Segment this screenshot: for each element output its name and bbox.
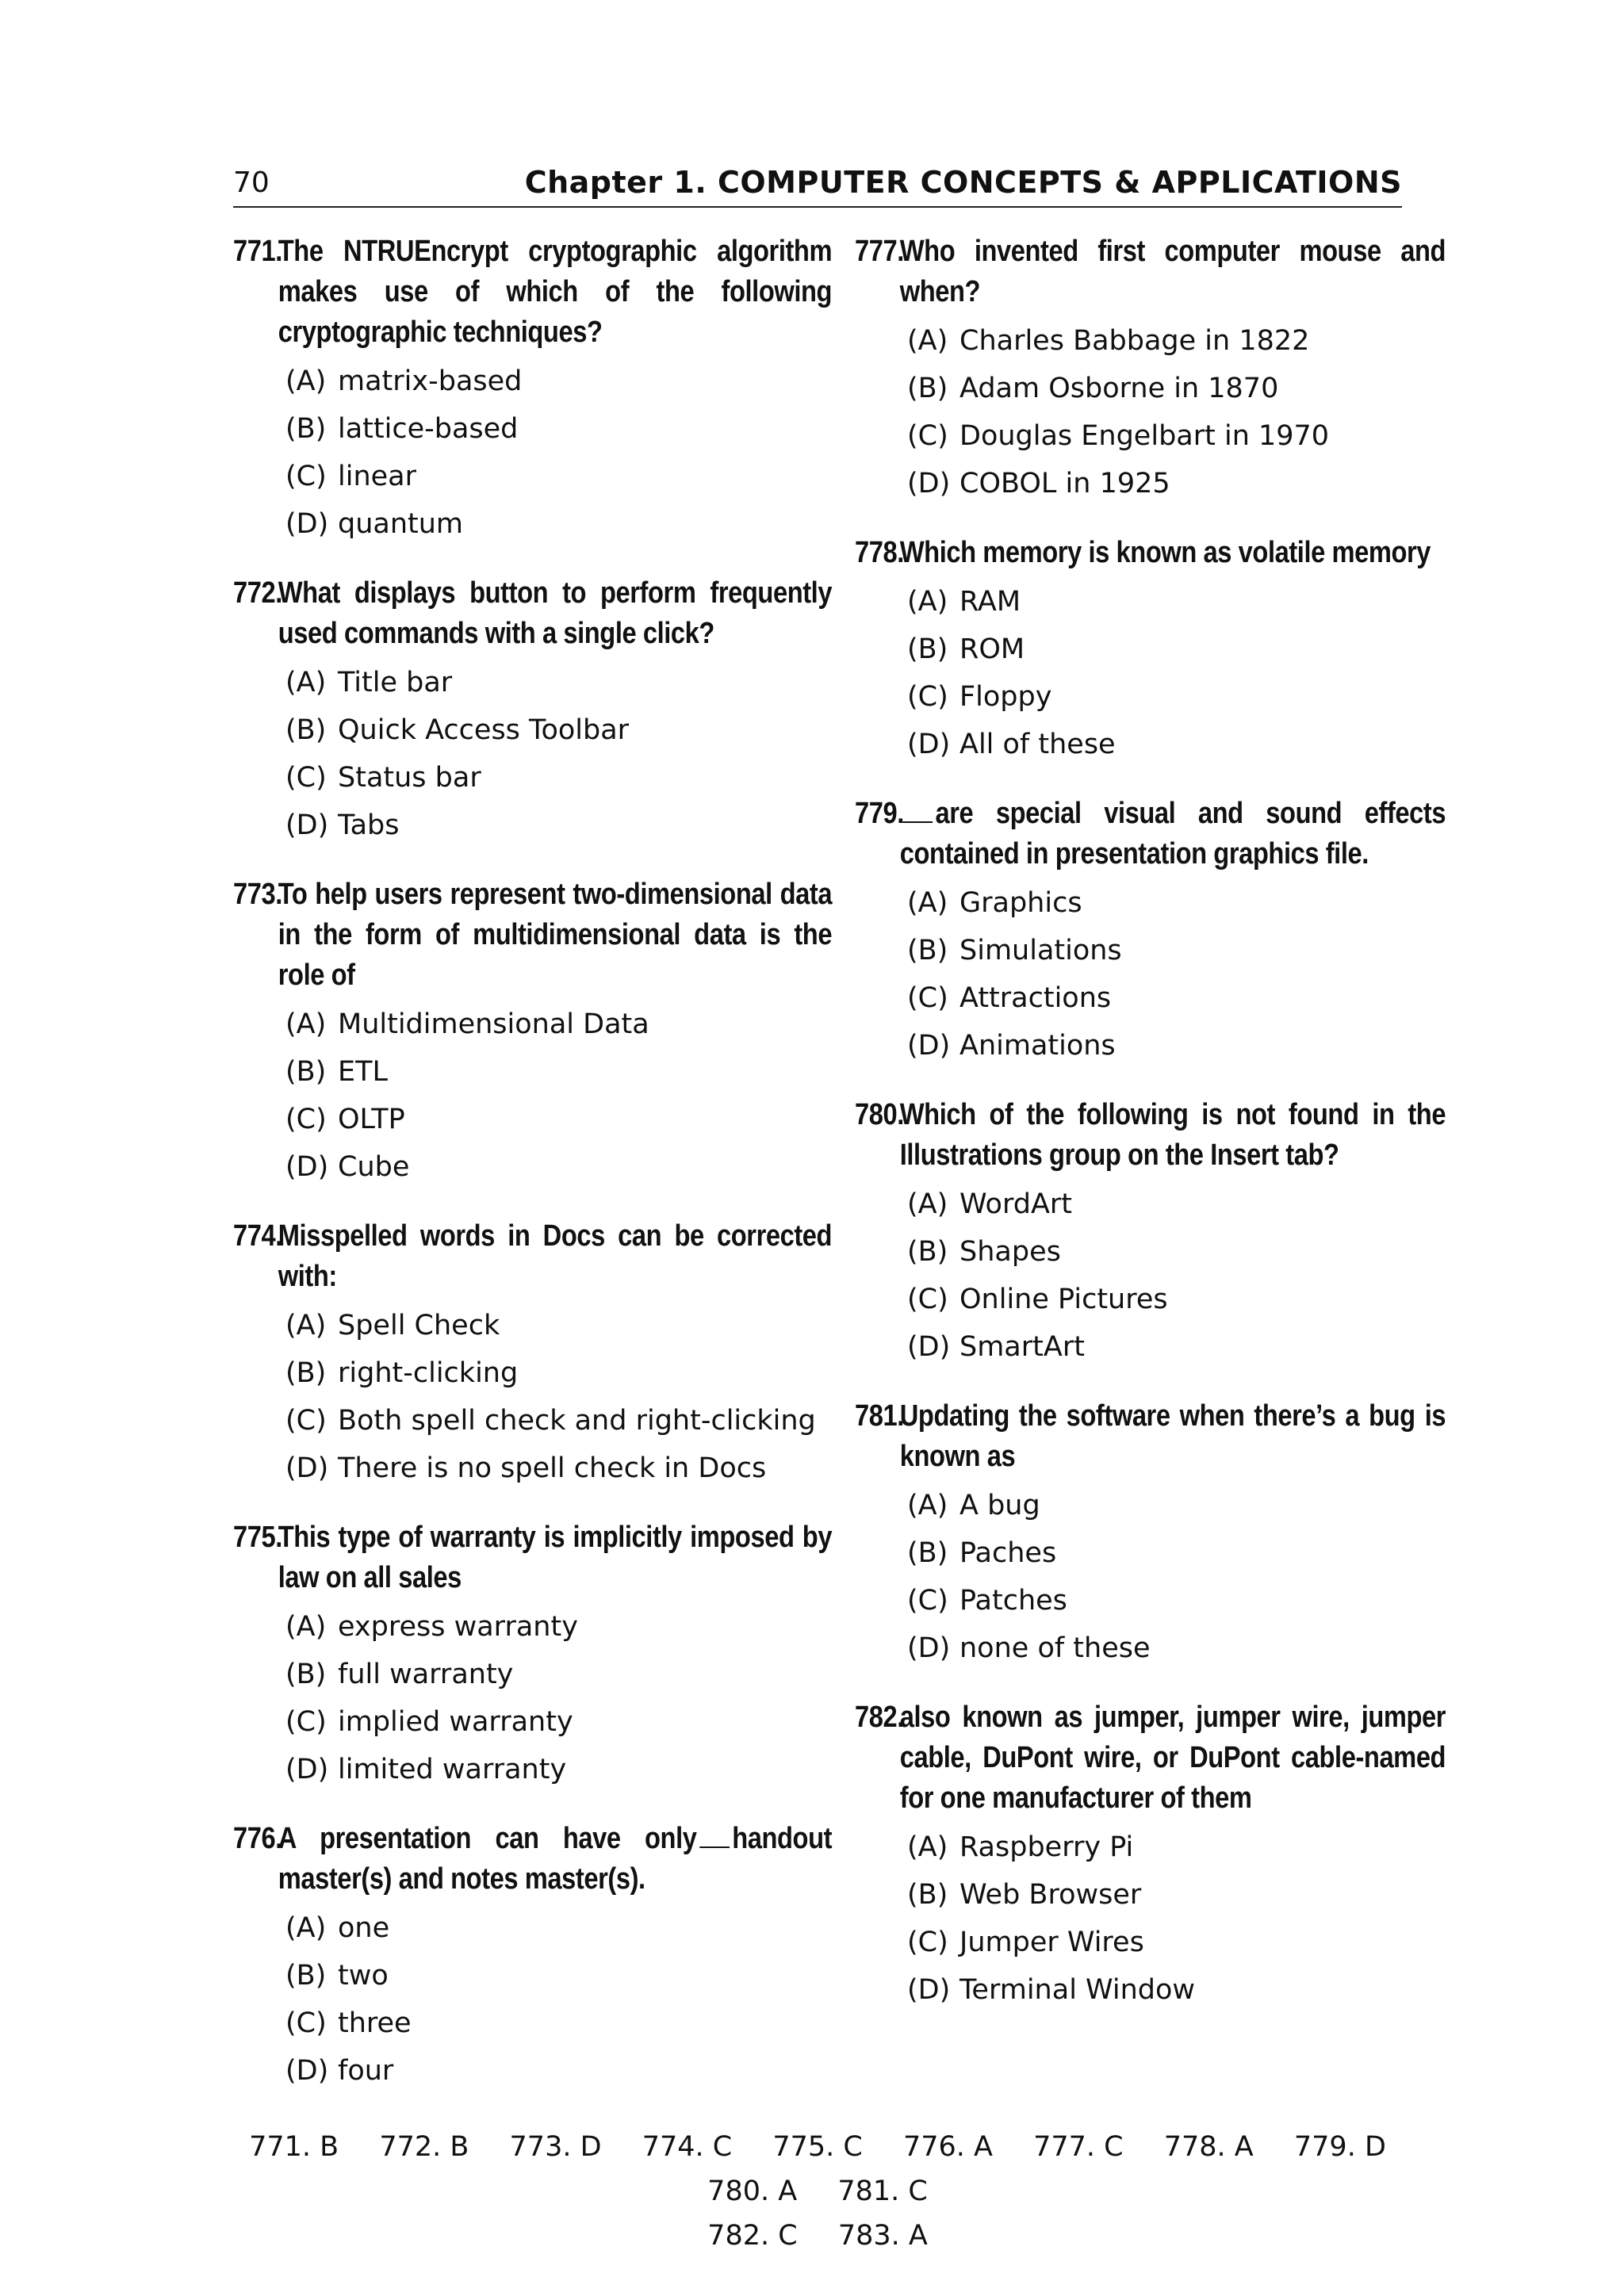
- option-letter: (D): [285, 2055, 329, 2087]
- question-text: [855, 1095, 1446, 1176]
- option-letter: (D): [907, 1632, 951, 1664]
- option-d: [285, 500, 788, 548]
- option-d: [907, 1323, 1402, 1371]
- option-c: [285, 1096, 788, 1143]
- option-text: Both spell check and right-clicking: [338, 1405, 816, 1437]
- option-text: two: [338, 1960, 389, 1992]
- option-b: [285, 1048, 788, 1096]
- option-text: Graphics: [959, 887, 1082, 919]
- option-letter: (B): [285, 1357, 327, 1389]
- option-letter: (A): [285, 1912, 327, 1944]
- answer-item: 781. C: [837, 2175, 928, 2207]
- option-d: [907, 1624, 1402, 1672]
- option-c: [907, 1276, 1402, 1323]
- option-letter: (A): [285, 1611, 327, 1643]
- option-letter: (B): [285, 1659, 327, 1690]
- option-text: Attractions: [959, 982, 1112, 1014]
- option-b: [285, 1349, 788, 1397]
- option-letter: (C): [285, 1706, 327, 1738]
- chapter-title: Chapter 1. COMPUTER CONCEPTS & APPLICATIONS: [524, 165, 1402, 200]
- option-letter: (D): [907, 729, 951, 760]
- option-c: [285, 1999, 788, 2047]
- option-letter: (B): [907, 633, 948, 665]
- right-column: [855, 232, 1446, 2039]
- option-text: ETL: [338, 1056, 388, 1088]
- option-b: [907, 365, 1402, 412]
- option-letter: (A): [907, 325, 948, 357]
- option-letter: (D): [285, 1151, 329, 1183]
- question-stem: also known as jumper, jumper wire, jumper cable, DuPont wire, or DuPont cable-named for one manufacturer of them: [899, 1701, 1446, 1815]
- option-text: one: [338, 1912, 390, 1944]
- option-letter: (D): [907, 468, 951, 499]
- option-b: [285, 405, 788, 453]
- question-771: [233, 232, 833, 548]
- option-letter: (B): [285, 413, 327, 445]
- option-letter: (D): [285, 809, 329, 841]
- option-c: [907, 1577, 1402, 1624]
- option-text: Patches: [959, 1585, 1067, 1617]
- option-text: right-clicking: [338, 1357, 519, 1389]
- question-stem: Misspelled words in Docs can be corrected with:: [278, 1219, 833, 1293]
- option-text: Spell Check: [338, 1310, 500, 1341]
- option-letter: (C): [285, 461, 327, 492]
- option-text: Online Pictures: [959, 1284, 1168, 1315]
- option-b: [907, 927, 1402, 974]
- option-d: [285, 1143, 788, 1191]
- option-d: [907, 1966, 1402, 2014]
- option-letter: (A): [907, 1188, 948, 1220]
- answer-item: 771. B: [249, 2131, 339, 2163]
- option-list: [233, 1001, 788, 1191]
- option-text: linear: [338, 461, 417, 492]
- option-text: RAM: [959, 586, 1021, 618]
- answer-item: 782. C: [707, 2220, 798, 2252]
- question-stem: This type of warranty is implicitly imposed by law on all sales: [278, 1521, 833, 1594]
- option-text: Floppy: [959, 681, 1052, 713]
- option-letter: (D): [907, 1331, 951, 1363]
- question-stem: The NTRUEncrypt cryptographic algorithm makes use of which of the following cryptographic techniques?: [278, 235, 833, 349]
- option-text: Jumper Wires: [959, 1927, 1144, 1958]
- option-b: [907, 1529, 1402, 1577]
- option-letter: (A): [907, 1490, 948, 1521]
- option-letter: (A): [907, 1831, 948, 1863]
- option-text: Cube: [338, 1151, 410, 1183]
- answer-item: 783. A: [837, 2220, 928, 2252]
- question-text: [233, 573, 832, 654]
- option-letter: (A): [285, 365, 327, 397]
- option-text: Raspberry Pi: [959, 1831, 1134, 1863]
- question-text: [233, 1819, 832, 1900]
- option-b: [285, 1952, 788, 1999]
- option-text: Adam Osborne in 1870: [959, 373, 1279, 404]
- option-letter: (D): [285, 508, 329, 540]
- question-stem: Who invented first computer mouse and when?: [899, 235, 1446, 308]
- option-letter: (B): [907, 1236, 948, 1268]
- option-a: [285, 358, 788, 405]
- option-text: COBOL in 1925: [959, 468, 1170, 499]
- page-number: 70: [233, 166, 270, 199]
- option-list: [233, 1904, 788, 2095]
- option-text: four: [338, 2055, 394, 2087]
- question-number: 782.: [855, 1701, 904, 1734]
- question-782: [855, 1697, 1446, 2014]
- option-text: All of these: [959, 729, 1116, 760]
- option-letter: (C): [907, 982, 948, 1014]
- answer-item: 772. B: [379, 2131, 469, 2163]
- question-number: 781.: [855, 1399, 904, 1433]
- question-number: 775.: [233, 1521, 282, 1554]
- option-list: [855, 879, 1402, 1070]
- option-text: ROM: [959, 633, 1025, 665]
- option-d: [285, 1746, 788, 1793]
- option-a: [285, 1603, 788, 1651]
- fill-in-blank: [699, 1846, 730, 1848]
- question-stem: Which memory is known as volatile memory: [899, 536, 1431, 569]
- option-letter: (B): [285, 1960, 327, 1992]
- option-text: Charles Babbage in 1822: [959, 325, 1310, 357]
- option-b: [907, 1871, 1402, 1919]
- option-letter: (D): [907, 1030, 951, 1062]
- question-773: [233, 874, 833, 1191]
- option-a: [907, 1482, 1402, 1529]
- option-a: [907, 1823, 1402, 1871]
- option-text: Simulations: [959, 935, 1122, 966]
- question-text: [233, 874, 832, 996]
- answer-item: 778. A: [1163, 2131, 1254, 2163]
- option-letter: (A): [907, 887, 948, 919]
- option-text: limited warranty: [338, 1754, 567, 1785]
- question-text: [855, 232, 1446, 312]
- option-letter: (A): [907, 586, 948, 618]
- answer-item: 775. C: [772, 2131, 863, 2163]
- option-d: [907, 1022, 1402, 1070]
- running-header: [233, 165, 1402, 208]
- option-letter: (B): [907, 1537, 948, 1569]
- option-text: Terminal Window: [959, 1974, 1196, 2006]
- option-text: Title bar: [338, 667, 453, 698]
- option-list: [233, 659, 788, 849]
- option-text: Tabs: [338, 809, 400, 841]
- option-list: [855, 1482, 1402, 1672]
- question-776: [233, 1819, 833, 2095]
- option-letter: (B): [907, 373, 948, 404]
- option-c: [907, 673, 1402, 721]
- option-text: SmartArt: [959, 1331, 1085, 1363]
- question-number: 778.: [855, 536, 904, 569]
- option-letter: (C): [285, 1104, 327, 1135]
- question-775: [233, 1517, 833, 1793]
- question-number: 776.: [233, 1822, 282, 1855]
- option-text: quantum: [338, 508, 464, 540]
- question-text: [233, 1216, 832, 1297]
- option-letter: (C): [285, 762, 327, 794]
- option-letter: (C): [907, 420, 948, 452]
- question-779: [855, 794, 1446, 1070]
- question-number: 777.: [855, 235, 904, 268]
- option-letter: (A): [285, 1310, 327, 1341]
- option-text: Multidimensional Data: [338, 1008, 649, 1040]
- question-stem: Updating the software when there’s a bug is known as: [899, 1399, 1446, 1473]
- option-list: [233, 358, 788, 548]
- option-letter: (B): [285, 714, 327, 746]
- option-list: [855, 1181, 1402, 1371]
- option-b: [285, 706, 788, 754]
- question-stem-start: A presentation can have only: [278, 1822, 697, 1855]
- option-text: Status bar: [338, 762, 481, 794]
- option-d: [285, 1445, 788, 1492]
- option-text: Shapes: [959, 1236, 1061, 1268]
- option-list: [855, 578, 1402, 768]
- question-number: 772.: [233, 576, 282, 610]
- question-772: [233, 573, 833, 849]
- question-number: 774.: [233, 1219, 282, 1253]
- option-letter: (B): [907, 1879, 948, 1911]
- question-number: 773.: [233, 878, 282, 911]
- question-text: [855, 1396, 1446, 1477]
- question-stem-end: are special visual and sound effects contained in presentation graphics file.: [899, 797, 1446, 871]
- option-letter: (B): [285, 1056, 327, 1088]
- question-text: [233, 232, 832, 353]
- option-b: [285, 1651, 788, 1698]
- option-letter: (C): [907, 1585, 948, 1617]
- option-letter: (D): [907, 1974, 951, 2006]
- option-c: [907, 1919, 1402, 1966]
- option-letter: (A): [285, 667, 327, 698]
- left-column: [233, 232, 833, 2120]
- option-letter: (D): [285, 1452, 329, 1484]
- option-letter: (C): [285, 1405, 327, 1437]
- option-a: [907, 879, 1402, 927]
- option-letter: (C): [907, 1284, 948, 1315]
- option-a: [285, 1001, 788, 1048]
- option-c: [285, 1698, 788, 1746]
- option-text: There is no spell check in Docs: [338, 1452, 767, 1484]
- option-text: matrix-based: [338, 365, 523, 397]
- option-text: Web Browser: [959, 1879, 1142, 1911]
- answer-item: 777. C: [1033, 2131, 1124, 2163]
- option-text: Animations: [959, 1030, 1116, 1062]
- option-a: [907, 578, 1402, 626]
- option-text: A bug: [959, 1490, 1040, 1521]
- option-text: Douglas Engelbart in 1970: [959, 420, 1330, 452]
- option-letter: (A): [285, 1008, 327, 1040]
- option-c: [285, 754, 788, 802]
- option-text: lattice-based: [338, 413, 519, 445]
- option-list: [855, 317, 1402, 507]
- question-stem: To help users represent two-dimensional data in the form of multidimensional data is the role of: [278, 878, 833, 992]
- question-number: 779.: [855, 797, 904, 830]
- question-stem: Which of the following is not found in the Illustrations group on the Insert tab?: [899, 1098, 1446, 1172]
- option-c: [907, 412, 1402, 460]
- question-text: [855, 533, 1446, 573]
- option-letter: (B): [907, 935, 948, 966]
- option-c: [907, 974, 1402, 1022]
- option-text: WordArt: [959, 1188, 1073, 1220]
- option-d: [907, 721, 1402, 768]
- answer-item: 776. A: [902, 2131, 993, 2163]
- option-text: express warranty: [338, 1611, 578, 1643]
- option-list: [233, 1603, 788, 1793]
- option-text: full warranty: [338, 1659, 514, 1690]
- option-a: [285, 1904, 788, 1952]
- option-list: [233, 1302, 816, 1492]
- option-c: [285, 453, 788, 500]
- question-text: [855, 1697, 1446, 1819]
- option-text: Quick Access Toolbar: [338, 714, 630, 746]
- option-d: [907, 460, 1402, 507]
- option-text: OLTP: [338, 1104, 405, 1135]
- question-text: [233, 1517, 832, 1598]
- option-b: [907, 626, 1402, 673]
- option-b: [907, 1228, 1402, 1276]
- answer-item: 779. D: [1293, 2131, 1386, 2163]
- option-text: Paches: [959, 1537, 1057, 1569]
- question-stem-end: handout master(s) and notes master(s).: [278, 1822, 833, 1896]
- question-stem: What displays button to perform frequently used commands with a single click?: [278, 576, 833, 650]
- option-text: implied warranty: [338, 1706, 573, 1738]
- option-a: [285, 659, 788, 706]
- option-list: [855, 1823, 1402, 2014]
- option-text: none of these: [959, 1632, 1151, 1664]
- answer-item: 774. C: [642, 2131, 733, 2163]
- option-c: [285, 1397, 816, 1445]
- option-letter: (C): [907, 681, 948, 713]
- answer-item: 773. D: [509, 2131, 602, 2163]
- question-778: [855, 533, 1431, 768]
- question-777: [855, 232, 1446, 507]
- option-a: [285, 1302, 788, 1349]
- option-letter: (C): [907, 1927, 948, 1958]
- question-text: [855, 794, 1446, 874]
- option-a: [907, 317, 1402, 365]
- option-d: [285, 2047, 788, 2095]
- question-number: 780.: [855, 1098, 904, 1131]
- option-letter: (D): [285, 1754, 329, 1785]
- question-781: [855, 1396, 1446, 1672]
- question-number: 771.: [233, 235, 282, 268]
- question-774: [233, 1216, 833, 1492]
- option-a: [907, 1181, 1402, 1228]
- answer-key: [233, 2125, 1402, 2258]
- fill-in-blank: [902, 821, 933, 823]
- option-letter: (C): [285, 2007, 327, 2039]
- option-text: three: [338, 2007, 412, 2039]
- answer-item: 780. A: [707, 2175, 798, 2207]
- question-780: [855, 1095, 1446, 1371]
- option-d: [285, 802, 788, 849]
